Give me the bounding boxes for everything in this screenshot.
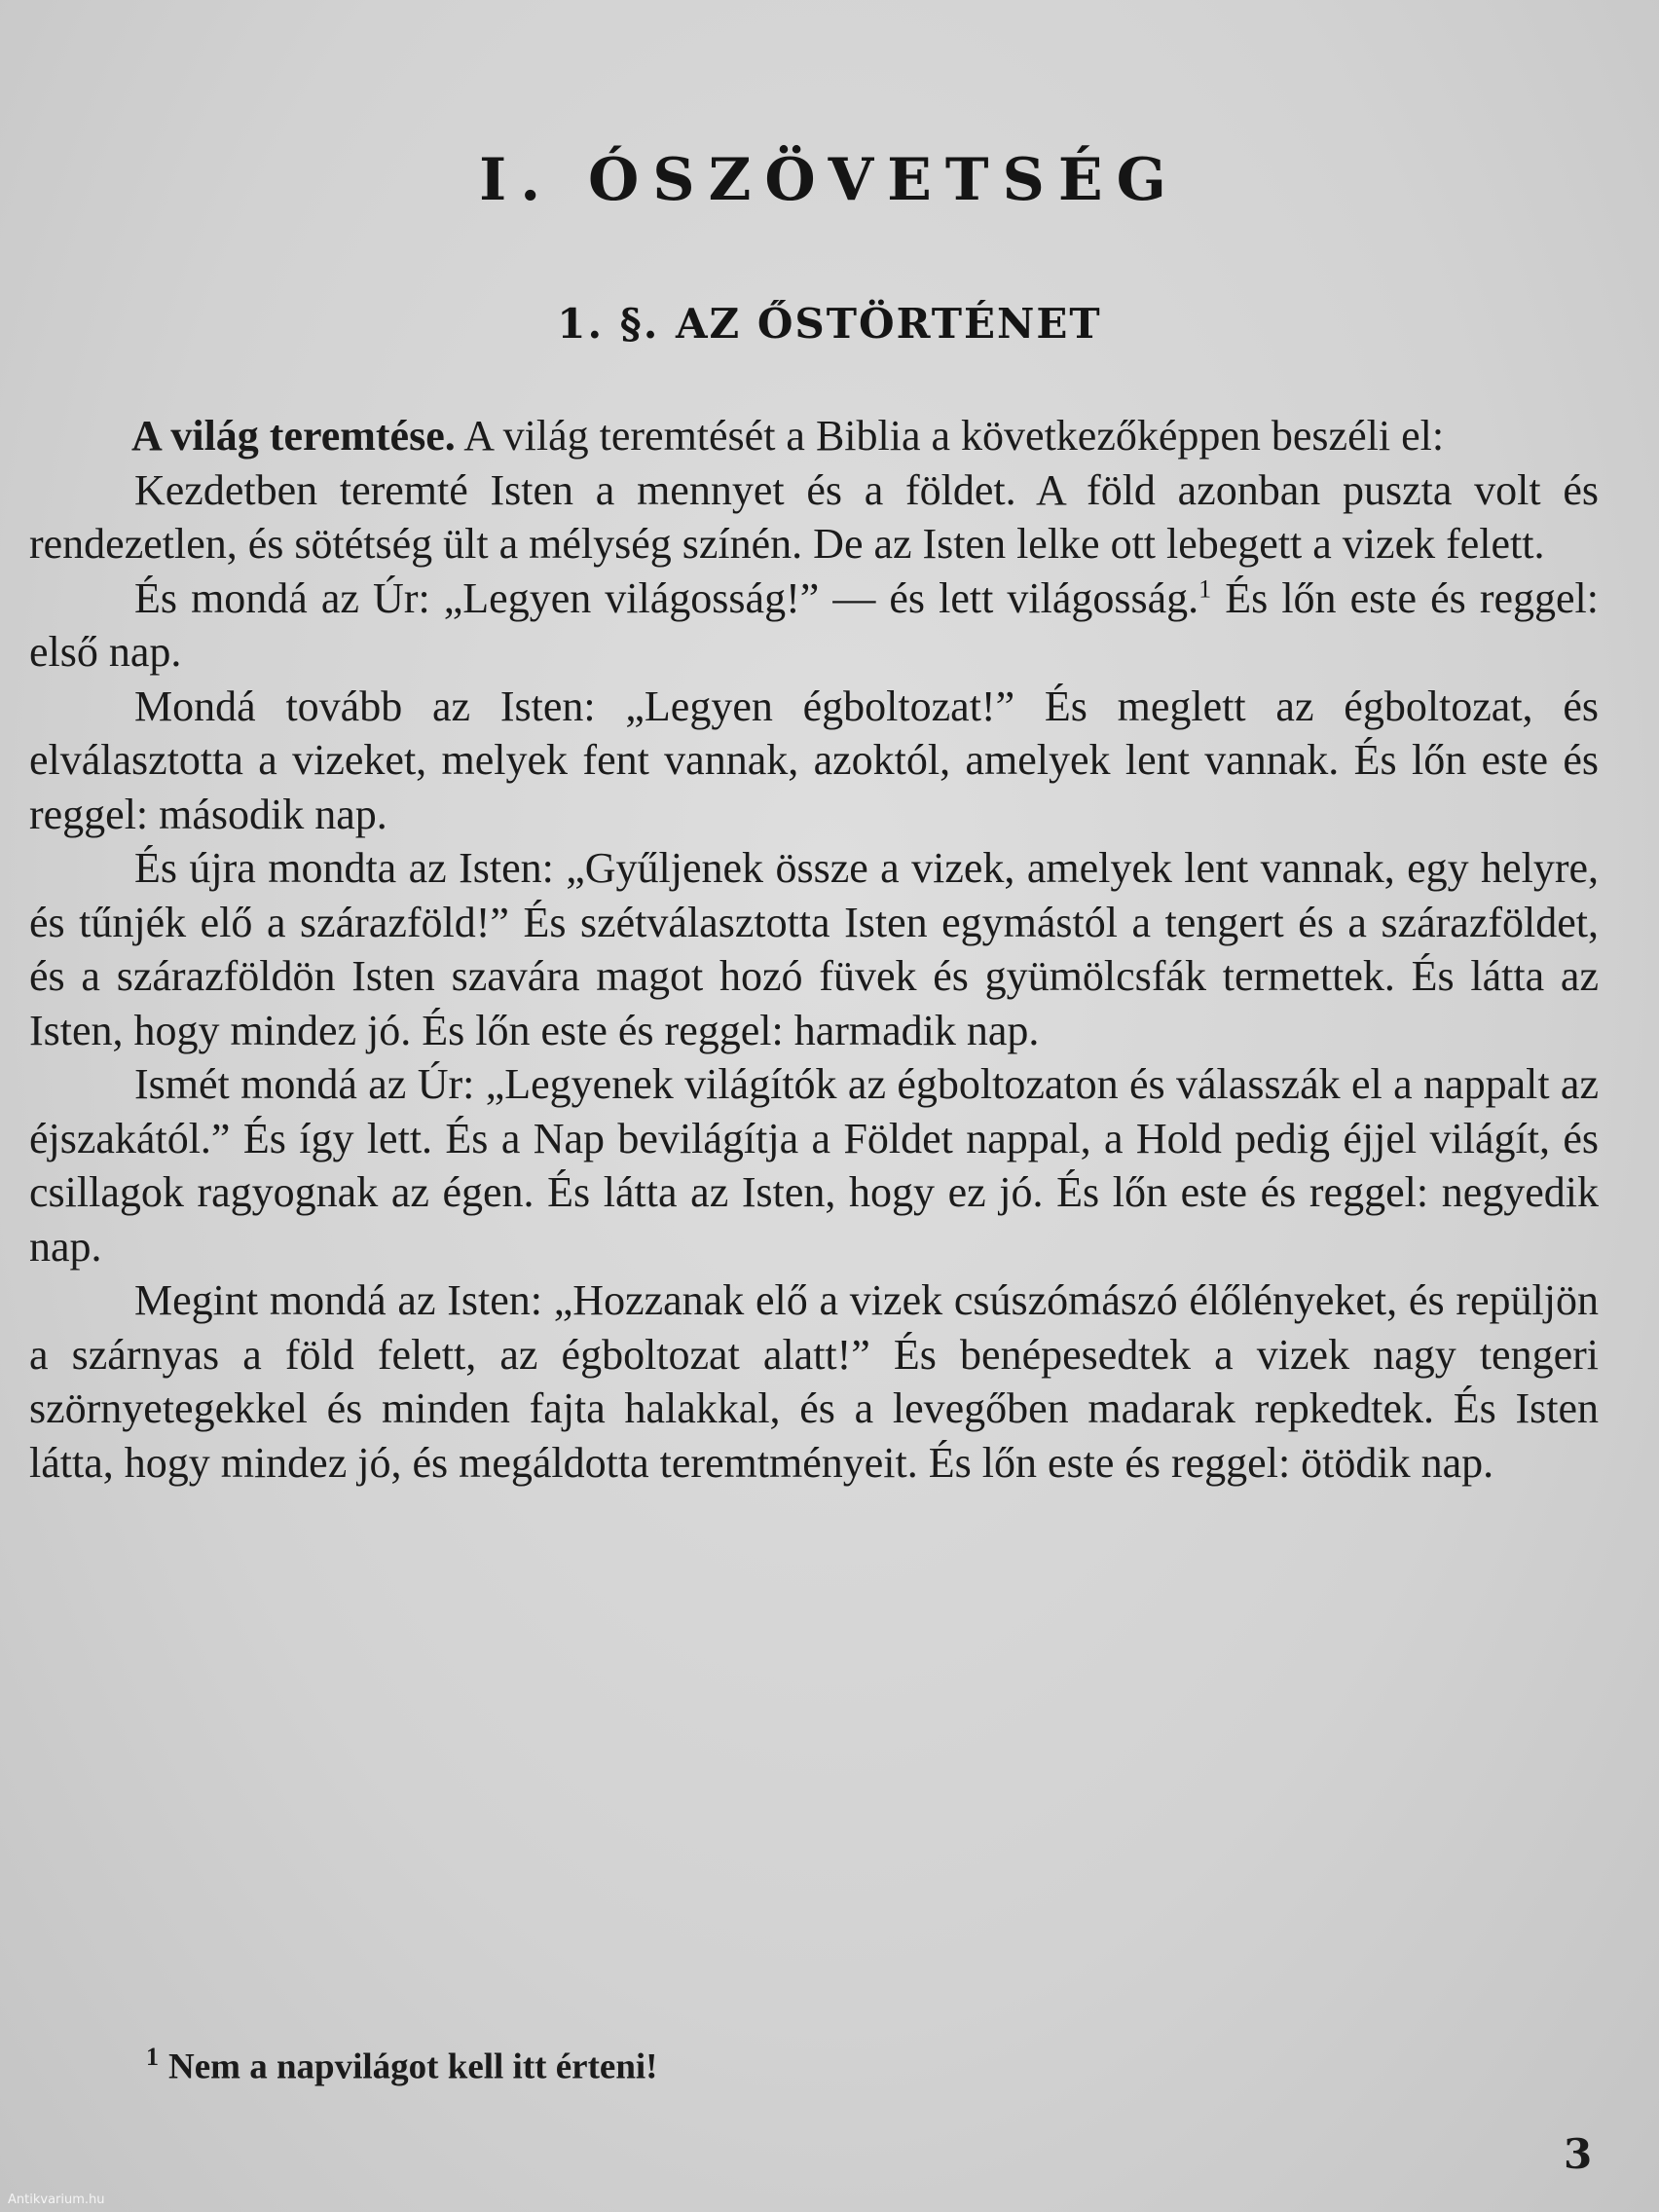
section-title: 1. §. AZ ŐSTÖRTÉNET [557,300,1102,348]
paragraph-intro [29,409,1599,463]
paragraph-lead-heading: A világ teremtése. [131,412,456,460]
paragraph: Kezdetben teremté Isten a mennyet és a földet. A föld azonban puszta volt és rendezetlen, és sötétség ült a mélység színén. De az Isten lelke ott lebegett a vizek felett. [29,465,1599,568]
footnote-reference: 1 [1198,573,1212,603]
page-number: 3 [1564,2130,1593,2178]
footnote-text: Nem a napvilágot kell itt érteni! [168,2046,658,2087]
paragraph-text: És mondá az Úr: „Legyen világosság!” — és lett világosság. [134,573,1199,622]
paragraph: Ismét mondá az Úr: „Legyenek világítók az égboltozaton és válasszák el a nappalt az éjszakától.” És így lett. És a Nap bevilágítja a Földet nappal, a Hold pedig éjjel világít, és csillagok ragyognak az égen. És látta az Isten, hogy ez jó. És lőn este és reggel: negyedik nap. [29,1060,1599,1271]
paragraph-text: És lőn este és reggel: első nap. [29,573,1599,676]
watermark: Antikvarium.hu [8,2193,105,2207]
paragraph [29,571,1599,680]
paragraph: Megint mondá az Isten: „Hozzanak elő a vizek csúszómászó élőlényeket, és repüljön a szárnyas a föld felett, az égboltozat alatt!” És benépesedtek a vizek nagy tengeri szörnyetegekkel és minden fajta halakkal, és a levegőben madarak repkedtek. És Isten látta, hogy mindez jó, és megáldotta teremtményeit. És lőn este és reggel: ötödik nap. [29,1276,1599,1487]
footnote-mark: 1 [146,2043,159,2071]
body-text [29,409,1599,1490]
paragraph: Mondá tovább az Isten: „Legyen égboltozat!” És meglett az égboltozat, és elválasztotta a vizeket, melyek fent vannak, azoktól, amelyek lent vannak. És lőn este és reggel: második nap. [29,682,1599,838]
paragraph-text: A világ teremtését a Biblia a következőképpen beszéli el: [455,412,1445,460]
footnote [146,2043,1509,2087]
paragraph: És újra mondta az Isten: „Gyűljenek össze a vizek, amelyek lent vannak, egy helyre, és tűnjék elő a szárazföld!” És szétválasztotta Isten egymástól a tengert és a szárazföldet, és a szárazföldön Isten szavára magot hozó füvek és gyümölcsfák termettek. És látta az Isten, hogy mindez jó. És lőn este és reggel: harmadik nap. [29,844,1599,1054]
chapter-title: I. ÓSZÖVETSÉG [479,146,1180,214]
